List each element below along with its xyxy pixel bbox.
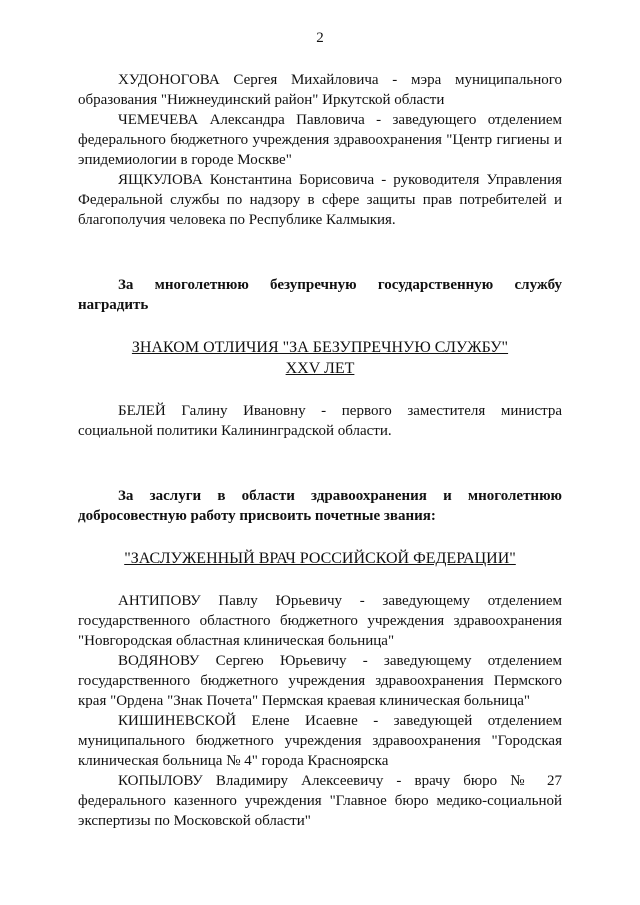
spacer	[78, 569, 562, 591]
award-title-line-2: XXV ЛЕТ	[285, 360, 355, 377]
person-entry: ЯЩКУЛОВА Константина Борисовича - руководителя Управления Федеральной службы по надзору в сфере защиты прав потребителей и благополучия человека по Республике Калмыкия.	[78, 172, 562, 228]
spacer	[78, 379, 562, 401]
person-entry: ВОДЯНОВУ Сергею Юрьевичу - заведующему отделением государственного бюджетного учреждения здравоохранения Пермского края "Ордена "Знак Почета" Пермская краевая клиническая больница"	[78, 653, 562, 709]
section-heading-service: За многолетнюю безупречную государственную службу наградить	[78, 277, 562, 313]
section-heading-health: За заслуги в области здравоохранения и многолетнюю добросовестную работу присвоить почетные звания:	[78, 488, 562, 524]
document-body	[78, 70, 562, 831]
person-entry: КИШИНЕВСКОЙ Елене Исаевне - заведующей отделением муниципального бюджетного учреждения здравоохранения "Городская клиническая больница № 4" города Красноярска	[78, 713, 562, 769]
spacer	[78, 315, 562, 337]
page-number: 2	[316, 30, 324, 46]
person-entry: ЧЕМЕЧЕВА Александра Павловича - заведующего отделением федерального бюджетного учреждения здравоохранения "Центр гигиены и эпидемиологии в городе Москве"	[78, 112, 562, 168]
spacer	[78, 441, 562, 486]
spacer	[78, 526, 562, 548]
person-entry: АНТИПОВУ Павлу Юрьевичу - заведующему отделением государственного областного бюджетного учреждения здравоохранения "Новгородская областная клиническая больница"	[78, 593, 562, 649]
person-entry: КОПЫЛОВУ Владимиру Алексеевичу - врачу бюро № 27 федерального казенного учреждения "Главное бюро медико-социальной экспертизы по Московской области"	[78, 773, 562, 829]
award-title-honored-doctor: "ЗАСЛУЖЕННЫЙ ВРАЧ РОССИЙСКОЙ ФЕДЕРАЦИИ"	[124, 550, 516, 567]
person-entry: БЕЛЕЙ Галину Ивановну - первого заместителя министра социальной политики Калининградской области.	[78, 403, 562, 439]
award-title-line-1: ЗНАКОМ ОТЛИЧИЯ "ЗА БЕЗУПРЕЧНУЮ СЛУЖБУ"	[131, 339, 509, 356]
person-entry: ХУДОНОГОВА Сергея Михайловича - мэра муниципального образования "Нижнеудинский район" Иркутской области	[78, 72, 562, 108]
spacer	[78, 230, 562, 275]
